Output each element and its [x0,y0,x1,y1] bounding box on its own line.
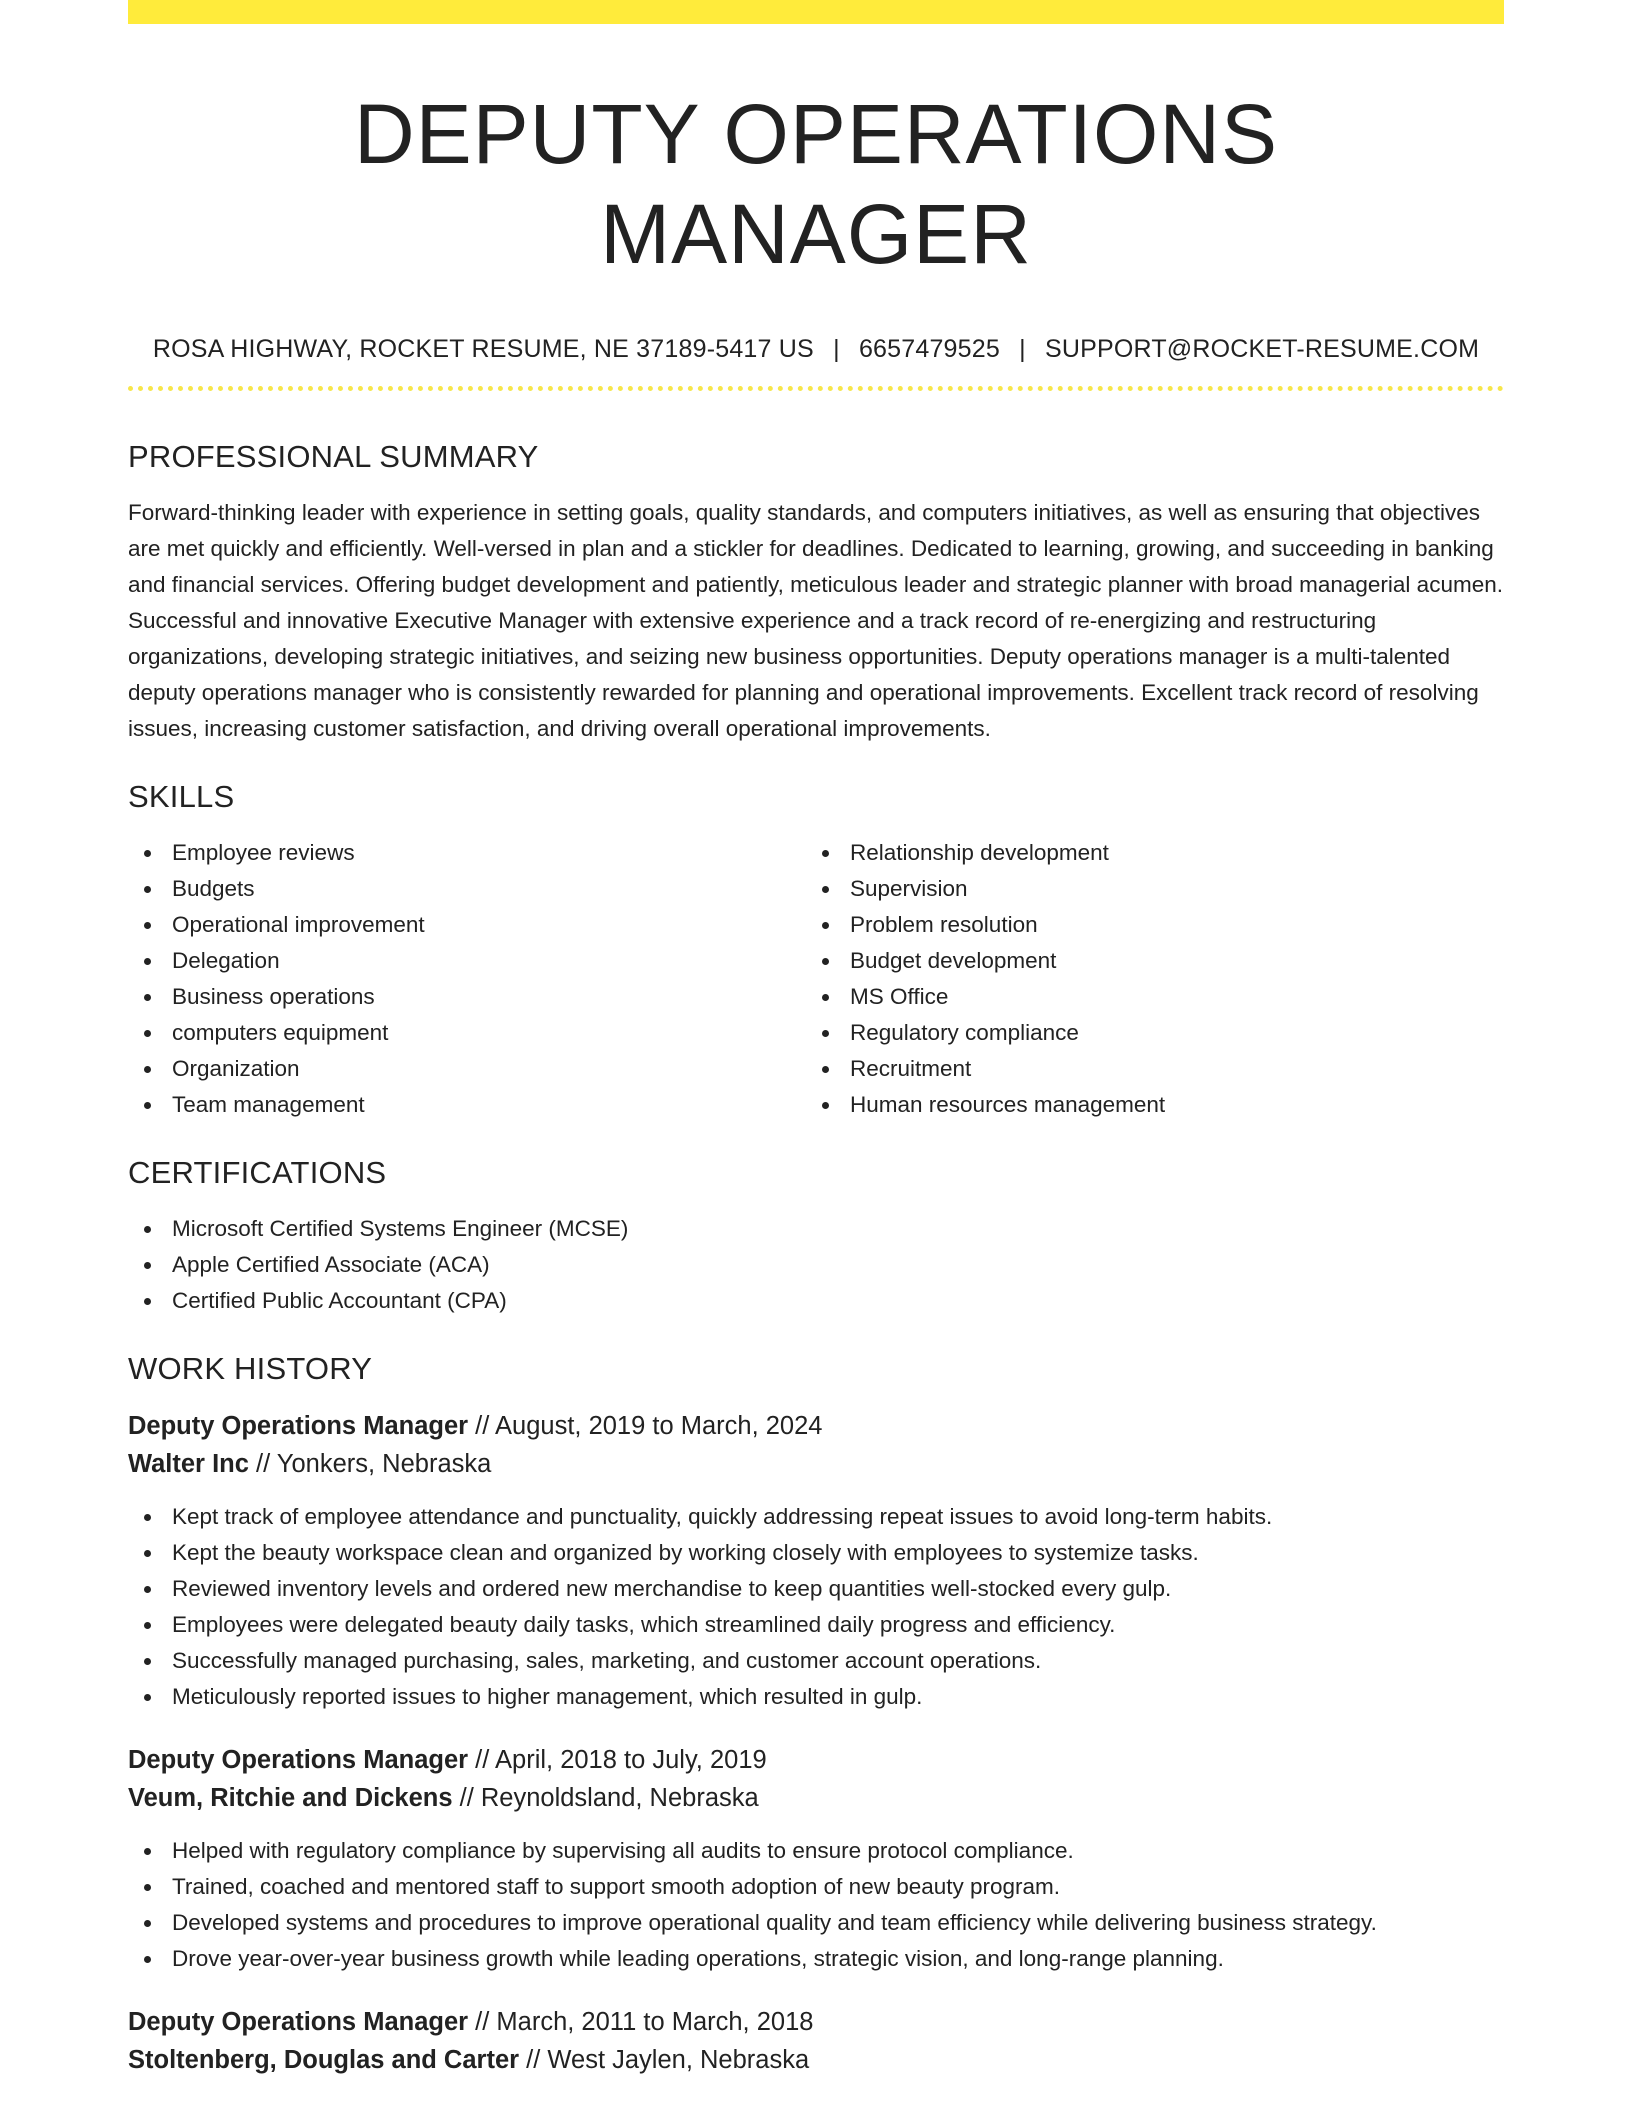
job-company-line [128,1779,1504,1817]
certifications-list [128,1211,1504,1319]
work-history-heading: WORK HISTORY [128,1351,373,1386]
list-item: Budget development [806,943,1484,979]
list-item: Problem resolution [806,907,1484,943]
contact-address: ROSA HIGHWAY, ROCKET RESUME, NE 37189-5417 US [152,335,814,363]
certifications-heading: CERTIFICATIONS [128,1155,387,1190]
list-item: Employees were delegated beauty daily tasks, which streamlined daily progress and efficiency. [128,1607,1504,1643]
list-item: Regulatory compliance [806,1015,1484,1051]
job-title: Deputy Operations Manager [128,2008,469,2036]
job-company-line [128,2041,1504,2079]
list-item: MS Office [806,979,1484,1015]
dotted-divider [128,386,1504,391]
job-bullets [128,1499,1504,1715]
summary-heading: PROFESSIONAL SUMMARY [128,439,539,474]
list-item: Budgets [128,871,806,907]
job-title: Deputy Operations Manager [128,1746,469,1774]
job-entry [128,1407,1504,1715]
list-item: Certified Public Accountant (CPA) [128,1283,1504,1319]
list-item: Kept the beauty workspace clean and organized by working closely with employees to systemize tasks. [128,1535,1504,1571]
list-item: Team management [128,1087,806,1123]
job-location: // Reynoldsland, Nebraska [452,1784,759,1812]
list-item: Delegation [128,943,806,979]
skills-heading: SKILLS [128,779,235,814]
job-title-line [128,1407,1504,1445]
list-item: Supervision [806,871,1484,907]
contact-line [128,332,1504,366]
list-item: computers equipment [128,1015,806,1051]
contact-separator: | [1019,335,1026,363]
job-dates: // August, 2019 to March, 2024 [468,1412,823,1440]
job-location: // Yonkers, Nebraska [248,1450,492,1478]
page-title: DEPUTY OPERATIONS MANAGER [353,87,1279,281]
job-company: Veum, Ritchie and Dickens [128,1784,453,1812]
list-item: Kept track of employee attendance and punctuality, quickly addressing repeat issues to avoid long-term habits. [128,1499,1504,1535]
list-item: Drove year-over-year business growth while leading operations, strategic vision, and long-range planning. [128,1941,1504,1977]
job-company: Stoltenberg, Douglas and Carter [128,2046,520,2074]
contact-phone: 6657479525 [858,335,1000,363]
contact-separator: | [833,335,840,363]
summary-text: Forward-thinking leader with experience in setting goals, quality standards, and computers initiatives, as well as ensuring that objectives are met quickly and efficiently. Well-versed in plan and a stickler for deadlines. Dedicated to learning, growing, and succeeding in banking and financial services. Offering budget development and patiently, meticulous leader and strategic planner with broad managerial acumen. Successful and innovative Executive Manager with extensive experience and a track record of re-energizing and restructuring organizations, developing strategic initiatives, and seizing new business opportunities. Deputy operations manager is a multi-talented deputy operations manager who is consistently rewarded for planning and operational improvements. Excellent track record of resolving issues, increasing customer satisfaction, and driving overall operational improvements. [128,500,1503,741]
job-entry [128,1741,1504,1977]
job-location: // West Jaylen, Nebraska [519,2046,810,2074]
list-item: Organization [128,1051,806,1087]
list-item: Apple Certified Associate (ACA) [128,1247,1504,1283]
job-dates: // April, 2018 to July, 2019 [468,1746,767,1774]
job-entry [128,2003,1504,2079]
skills-column-left [128,835,806,1123]
list-item: Trained, coached and mentored staff to support smooth adoption of new beauty program. [128,1869,1504,1905]
list-item: Employee reviews [128,835,806,871]
job-company: Walter Inc [128,1450,249,1478]
job-bullets [128,1833,1504,1977]
list-item: Developed systems and procedures to improve operational quality and team efficiency while delivering business strategy. [128,1905,1504,1941]
skills-list [128,835,1504,1123]
job-title-line [128,1741,1504,1779]
job-company-line [128,1445,1504,1483]
list-item: Meticulously reported issues to higher management, which resulted in gulp. [128,1679,1504,1715]
list-item: Business operations [128,979,806,1015]
skills-column-right [806,835,1484,1123]
list-item: Microsoft Certified Systems Engineer (MCSE) [128,1211,1504,1247]
work-history-list [128,1407,1504,2079]
list-item: Human resources management [806,1087,1484,1123]
list-item: Reviewed inventory levels and ordered new merchandise to keep quantities well-stocked every gulp. [128,1571,1504,1607]
list-item: Successfully managed purchasing, sales, marketing, and customer account operations. [128,1643,1504,1679]
job-dates: // March, 2011 to March, 2018 [468,2008,814,2036]
job-title: Deputy Operations Manager [128,1412,469,1440]
accent-bar [128,0,1504,24]
list-item: Relationship development [806,835,1484,871]
list-item: Recruitment [806,1051,1484,1087]
contact-email: SUPPORT@ROCKET-RESUME.COM [1045,335,1480,363]
resume-page [128,0,1504,2079]
list-item: Helped with regulatory compliance by supervising all audits to ensure protocol compliance. [128,1833,1504,1869]
job-title-line [128,2003,1504,2041]
list-item: Operational improvement [128,907,806,943]
